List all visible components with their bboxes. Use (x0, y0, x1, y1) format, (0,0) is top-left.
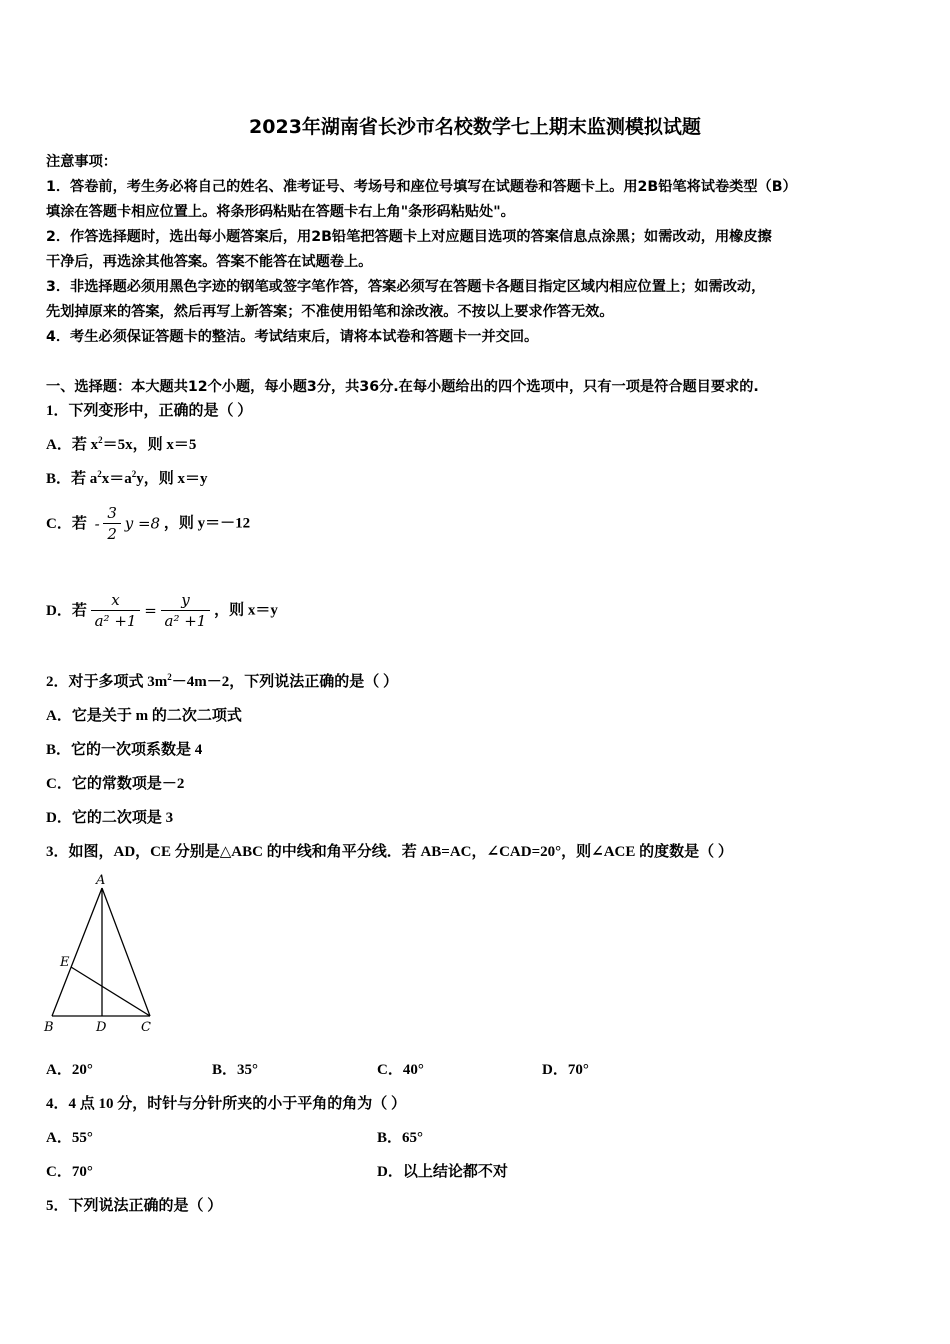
page-title: 2023年湖南省长沙市名校数学七上期末监测模拟试题 (249, 116, 701, 138)
question-5-stem: 5．下列说法正确的是（ ） (46, 1198, 223, 1214)
q4-option-d: D．以上结论都不对 (377, 1164, 508, 1180)
q4-option-c: C．70° (46, 1164, 93, 1180)
q1-option-d: D．若 $\frac{x}{\text{a² +1}}$ = $\frac{y}{\text{a² +1}}$ ，则 x＝y (46, 591, 278, 630)
fraction-x-over-a2plus1: $\frac{x}{\text{a² +1}}$ (91, 590, 141, 631)
label-c: C (141, 1020, 151, 1035)
question-1-stem: 1．下列变形中，正确的是（ ） (46, 403, 253, 419)
q1-option-b: B．若 $a^2x=a^2y$，则 x＝y (46, 469, 208, 487)
q4-option-b: B．65° (377, 1130, 424, 1146)
q1-option-c: C．若 - $\frac{3}{2}$ y =8 ，则 y＝－12 (46, 504, 251, 543)
q1-option-a: A．若 $x^2=5x$，则 x＝5 (46, 435, 197, 453)
question-4-stem: 4．4 点 10 分，时针与分针所夹的小于平角的角为（ ） (46, 1096, 407, 1112)
segment-ab (52, 888, 102, 1016)
notice-line: 4．考生必须保证答题卡的整洁。考试结束后，请将本试卷和答题卡一并交回。 (46, 329, 539, 345)
notice-line: 先划掉原来的答案，然后再写上新答案；不准使用铅笔和涂改液。不按以上要求作答无效。 (46, 304, 614, 320)
q3-option-b: B．35° (212, 1062, 259, 1078)
q4-option-a: A．55° (46, 1130, 93, 1146)
fraction-y-over-a2plus1: $\frac{y}{\text{a² +1}}$ (161, 590, 211, 631)
q2-option-b: B．它的一次项系数是 4 (46, 742, 203, 758)
q2-option-a: A．它是关于 m 的二次二项式 (46, 708, 242, 724)
label-e: E (60, 955, 70, 970)
segment-ac (102, 888, 150, 1016)
notice-line: 1．答卷前，考生务必将自己的姓名、准考证号、考场号和座位号填写在试题卷和答题卡上。用2B铅笔将试卷类型（B） (46, 179, 797, 195)
label-b: B (44, 1020, 54, 1035)
notice-heading: 注意事项： (46, 154, 117, 170)
q2-option-c: C．它的常数项是－2 (46, 776, 185, 792)
q2-option-d: D．它的二次项是 3 (46, 810, 174, 826)
notice-line: 干净后，再选涂其他答案。答案不能答在试题卷上。 (46, 254, 373, 270)
label-d: D (96, 1020, 107, 1035)
segment-ce (71, 967, 150, 1016)
triangle-figure (40, 870, 170, 1040)
label-a: A (96, 873, 106, 888)
q3-option-a: A．20° (46, 1062, 93, 1078)
question-2-stem: 2．对于多项式 $3m^2-4m-2$，下列说法正确的是（ ） (46, 672, 398, 690)
fraction-three-halves: $\frac{3}{2}$ (103, 503, 121, 544)
q3-option-d: D．70° (542, 1062, 589, 1078)
notice-line: 2．作答选择题时，选出每小题答案后，用2B铅笔把答题卡上对应题目选项的答案信息点涂黑；如需改动，用橡皮擦 (46, 229, 772, 245)
section-heading: 一、选择题：本大题共12个小题，每小题3分，共36分.在每小题给出的四个选项中，只有一项是符合题目要求的. (46, 379, 759, 395)
notice-line: 填涂在答题卡相应位置上。将条形码粘贴在答题卡右上角"条形码粘贴处"。 (46, 204, 515, 220)
question-3-stem: 3．如图，AD，CE 分别是△ABC 的中线和角平分线．若 AB=AC，∠CAD=20°，则∠ACE 的度数是（ ） (46, 844, 733, 860)
notice-line: 3．非选择题必须用黑色字迹的钢笔或签字笔作答，答案必须写在答题卡各题目指定区域内相应位置上；如需改动， (46, 279, 766, 295)
q3-option-c: C．40° (377, 1062, 424, 1078)
